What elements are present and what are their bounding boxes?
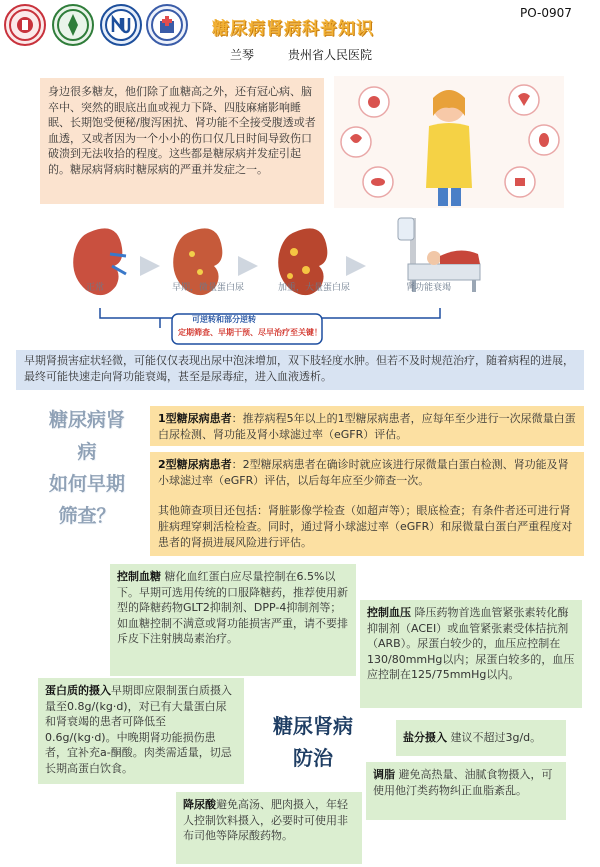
type2-label: 2型糖尿病患者 bbox=[158, 458, 232, 471]
other-screening-text: 其他筛查项目还包括：肾脏影像学检查（如超声等）；眼底检查；有条件者还可进行肾脏病理穿刺活检检查。同时，通过肾小球滤过率（eGFR）和尿微量白蛋白严重程度对患者的肾损进展风险进行评估。 bbox=[158, 504, 573, 549]
reversible-banner: 可逆转和部分逆转 bbox=[192, 315, 256, 324]
logo-2 bbox=[52, 4, 94, 46]
lipid-box bbox=[366, 762, 566, 820]
screening-title-line-3: 如何早期 bbox=[48, 473, 125, 495]
stage-label-severe: 加重，大量蛋白尿 bbox=[278, 283, 351, 293]
protein-text: 早期即应限制蛋白质摄入量至0.8g/(kg·d)，对已有大量蛋白尿和肾衰竭的患者可降低至0.6g/(kg·d)。中晚期肾功能损伤患者，宜补充a-酮酸。肉类需适量，切忌长期高蛋白饮食。 bbox=[45, 684, 232, 775]
logo-4 bbox=[146, 4, 188, 46]
lipid-label: 调脂 bbox=[373, 768, 395, 781]
logo-1 bbox=[4, 4, 46, 46]
early-symptoms-text: 早期肾损害症状轻微，可能仅仅表现出尿中泡沫增加，双下肢轻度水肿。但若不及时规范治疗，随着病程的进展，最终可能快速走向肾功能衰竭，甚至是尿毒症，进入血液透析。 bbox=[16, 350, 584, 390]
seal-icon bbox=[8, 8, 42, 42]
screening-title-line-1: 糖尿病肾 bbox=[48, 409, 125, 431]
emblem-icon bbox=[56, 8, 90, 42]
glucose-label: 控制血糖 bbox=[117, 570, 161, 583]
uric-text: 避免高汤、肥肉摄入，年轻人控制饮料摄入，必要时可使用非布司他等降尿酸药物。 bbox=[183, 798, 348, 842]
poster-code: PO-0907 bbox=[520, 6, 572, 20]
salt-text: 建议不超过3g/d。 bbox=[447, 731, 542, 744]
salt-intake-box bbox=[396, 720, 566, 756]
type1-text: ：推荐病程5年以上的1型糖尿病患者，应每年至少进行一次尿微量白蛋白尿检测、肾功能及肾小球滤过率（eGFR）评估。 bbox=[158, 412, 576, 441]
protein-intake-box bbox=[38, 678, 244, 784]
screening-title bbox=[28, 404, 146, 532]
glucose-text: 糖化血红蛋白应尽量控制在6.5%以下。早期可选用传统的口服降糖药，推荐使用新型的降糖药物GLT2抑制剂、DPP-4抑制剂等；如血糖控制不满意或肾功能损害严重，请不要排斥皮下注射胰岛素治疗。 bbox=[117, 570, 348, 645]
glucose-control-box bbox=[110, 564, 356, 676]
screening-title-line-2: 病 bbox=[77, 441, 97, 463]
salt-label: 盐分摄入 bbox=[403, 731, 447, 744]
type2-text: ：2型糖尿病患者在确诊时就应该进行尿微量白蛋白检测、肾功能及肾小球滤过率（eGFR）评估，以后每年应至少筛查一次。 bbox=[158, 458, 569, 487]
hospital-icon bbox=[150, 8, 184, 42]
uric-label: 降尿酸 bbox=[183, 798, 216, 811]
university-icon bbox=[104, 8, 138, 42]
stage-label-failure: 肾功能衰竭 bbox=[406, 283, 452, 293]
complications-illustration bbox=[334, 76, 564, 208]
kidney-stages-diagram bbox=[60, 214, 530, 348]
type1-screening-box bbox=[150, 406, 584, 446]
uric-acid-box bbox=[176, 792, 362, 864]
screening-slogan: 定期筛查、早期干预、尽早治疗至关键！ bbox=[178, 328, 322, 337]
treatment-title bbox=[258, 710, 368, 774]
lipid-text: 避免高热量、油腻食物摄入，可使用他汀类药物纠正血脂紊乱。 bbox=[373, 768, 553, 797]
intro-text: 身边很多糖友，他们除了血糖高之外，还有冠心病、脑卒中、突然的眼底出血或视力下降、四肢麻痛影响睡眠、长期饱受便秘/腹泻困扰、肾功能不全接受腹透或者血透，又或者因为一个小小的伤口仅几日时间导致伤口破溃到无法收拾的程度。这些都是糖尿病并发症引起的。糖尿病肾病时糖尿病的严重并发症之一。 bbox=[40, 78, 324, 204]
stage-label-early: 早期，微量蛋白尿 bbox=[172, 283, 245, 293]
page-title: 糖尿病肾病科普知识 bbox=[212, 19, 374, 39]
bp-text: 降压药物首选血管紧张素转化酶抑制剂（ACEI）或血管紧张素受体拮抗剂（ARB）。尿蛋白较少的，血压应控制在130/80mmHg以内；尿蛋白较多的，血压应控制在125/75mmHg以内。 bbox=[367, 606, 575, 681]
logo-3 bbox=[100, 4, 142, 46]
type1-label: 1型糖尿病患者 bbox=[158, 412, 232, 425]
treatment-title-line-1: 糖尿肾病 bbox=[273, 714, 353, 738]
type2-screening-box bbox=[150, 452, 584, 556]
bp-control-box bbox=[360, 600, 582, 708]
hospital-name: 贵州省人民医院 bbox=[288, 48, 373, 62]
screening-title-line-4: 筛查？ bbox=[58, 505, 116, 527]
author-name: 兰琴 bbox=[230, 48, 255, 62]
bp-label: 控制血压 bbox=[367, 606, 411, 619]
protein-label: 蛋白质的摄入 bbox=[45, 684, 111, 697]
stage-label-normal: 正常 bbox=[86, 283, 105, 293]
treatment-title-line-2: 防治 bbox=[293, 746, 333, 770]
